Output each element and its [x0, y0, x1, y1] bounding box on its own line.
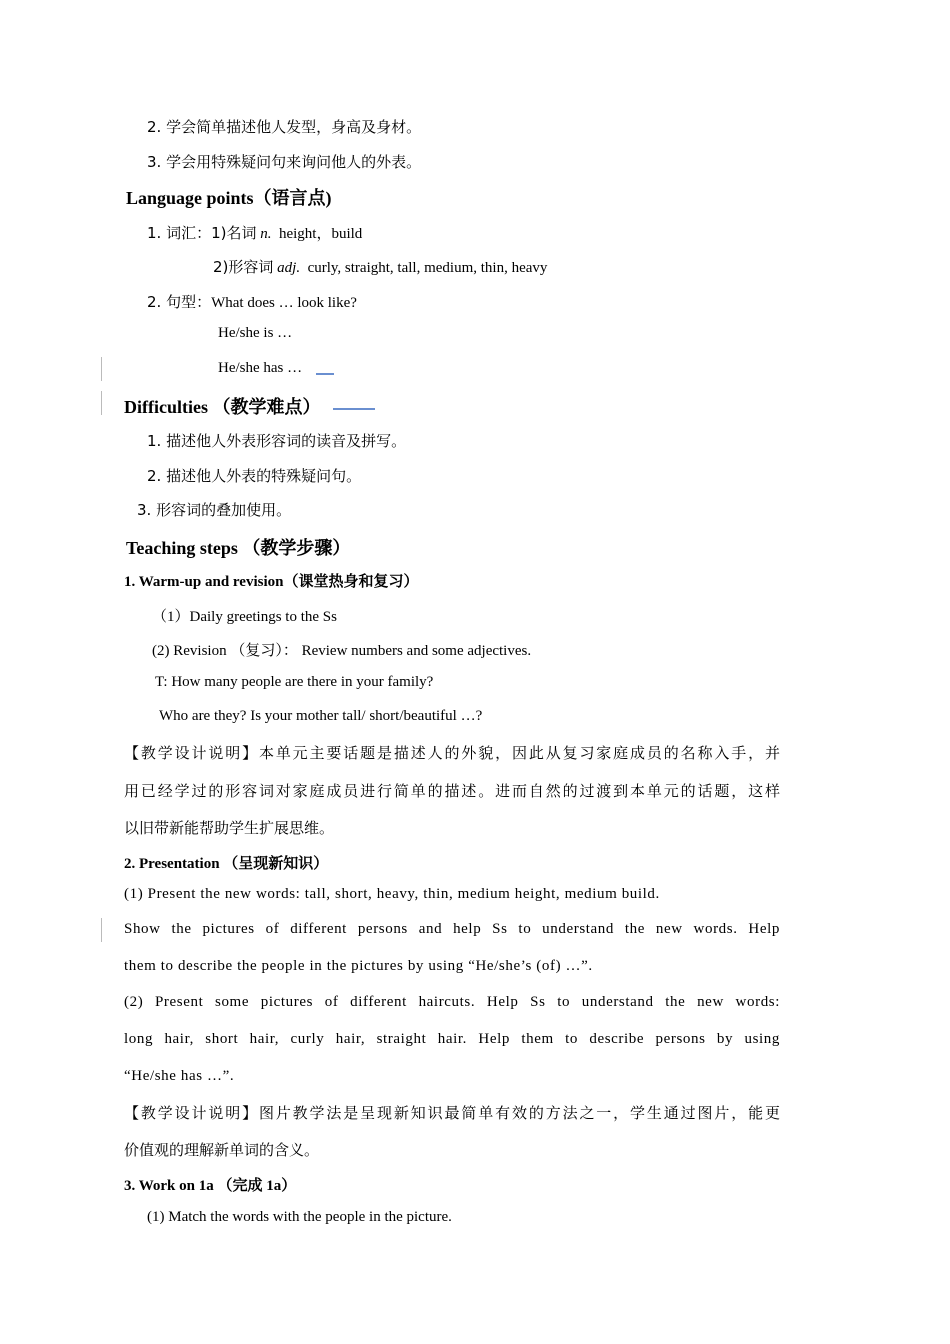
vocab-adjectives [213, 256, 547, 277]
pattern-label: 2. 句型： [147, 293, 212, 311]
pattern-1: What does … look like? [211, 295, 357, 311]
design-note-2: 价值观的理解新单词的含义。 [124, 1141, 320, 1159]
design-note-1: 用已经学过的形容词对家庭成员进行简单的描述。进而自然的过渡到本单元的话题，这样 [124, 782, 780, 800]
adj-list: curly, straight, tall, medium, thin, heavy [307, 260, 548, 276]
pattern-2: He/she is … [218, 325, 293, 341]
design-note-1: 【教学设计说明】本单元主要话题是描述人的外貌，因此从复习家庭成员的名称入手，并 [124, 744, 780, 762]
vocab-label: 1. 词汇：1)名词 [147, 224, 257, 242]
step-2-text: them to describe the people in the pictures by using “He/she’s (of) …”. [124, 958, 593, 974]
noun-abbr: n. [260, 226, 272, 242]
difficulty-item: 3. 形容词的叠加使用。 [137, 501, 292, 519]
revision-bar [101, 918, 102, 942]
revision-bar [101, 357, 102, 381]
step-2-heading: 2. Presentation （呈现新知识） [124, 856, 329, 872]
step-2-text: long hair, short hair, curly hair, straight hair. Help them to describe persons by using [124, 1031, 780, 1047]
step-2-text: “He/she has …”. [124, 1068, 235, 1084]
noun-list: height，build [278, 226, 363, 242]
objective-2: 2. 学会简单描述他人发型，身高及身材。 [147, 118, 422, 136]
teaching-steps-heading: Teaching steps （教学步骤） [126, 538, 351, 558]
step-2-text: (2) Present some pictures of different haircuts. Help Ss to understand the new words: [124, 994, 780, 1010]
adj-abbr: adj. [277, 260, 301, 276]
language-points-heading: Language points（语言点) [126, 188, 332, 208]
comment-marker [333, 408, 375, 410]
difficulty-item: 2. 描述他人外表的特殊疑问句。 [147, 467, 362, 485]
step-2-text: Show the pictures of different persons and help Ss to understand the new words. Help [124, 921, 780, 937]
sentence-pattern [147, 291, 357, 312]
revision-bar [101, 391, 102, 415]
difficulty-item: 1. 描述他人外表形容词的读音及拼写。 [147, 432, 407, 450]
step-3a: (1) Match the words with the people in the picture. [147, 1209, 452, 1225]
step-2-text: (1) Present the new words: tall, short, heavy, thin, medium height, medium build. [124, 886, 660, 902]
step-1a: （1）Daily greetings to the Ss [152, 609, 337, 625]
design-note-1: 以旧带新能帮助学生扩展思维。 [124, 819, 335, 837]
pattern-3: He/she has … [218, 360, 303, 376]
step-3-heading: 3. Work on 1a （完成 1a） [124, 1178, 297, 1194]
adj-label: 2)形容词 [213, 258, 274, 276]
objective-3: 3. 学会用特殊疑问句来询问他人的外表。 [147, 153, 422, 171]
design-note-2: 【教学设计说明】图片教学法是呈现新知识最简单有效的方法之一，学生通过图片，能更 [124, 1104, 780, 1122]
vocab-nouns [147, 222, 362, 243]
step-1b: (2) Revision （复习）： Review numbers and some adjectives. [152, 643, 532, 659]
difficulties-heading: Difficulties （教学难点） [124, 397, 321, 417]
step-1c: T: How many people are there in your family? [155, 674, 434, 690]
comment-marker [316, 373, 334, 375]
step-1d: Who are they? Is your mother tall/ short/beautiful …? [159, 708, 483, 724]
step-1-heading: 1. Warm-up and revision（课堂热身和复习） [124, 574, 419, 590]
